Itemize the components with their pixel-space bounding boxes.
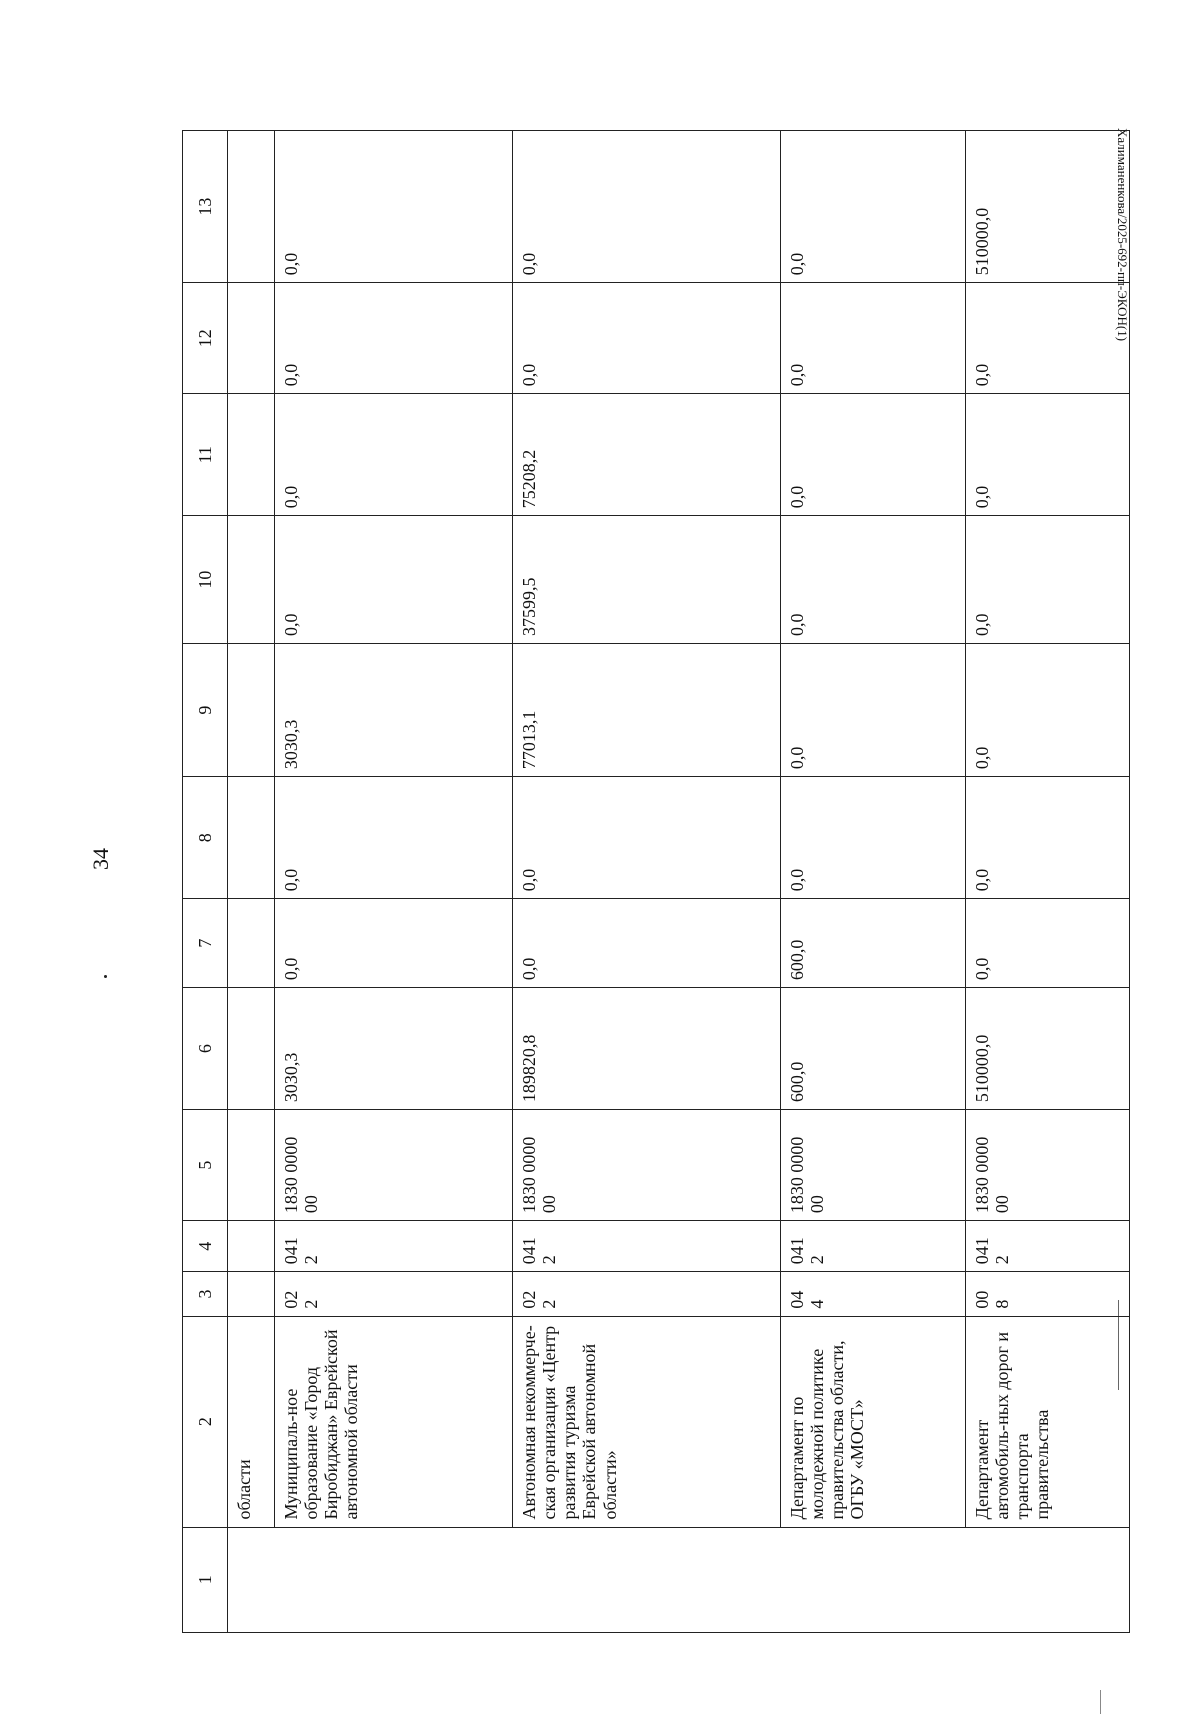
- table-cell-value: 0,0: [966, 777, 1130, 899]
- table-cell: [228, 988, 275, 1110]
- table-cell-value: 0,0: [781, 643, 966, 776]
- table-cell-csr: 1830 0000 00: [781, 1110, 966, 1221]
- table-cell-executor: Автономная некоммерче-ская организация «Центр развития туризма Еврейской автономной области»: [513, 1316, 781, 1527]
- table-row: [275, 131, 513, 1633]
- table-cell-total: 189820,8: [513, 988, 781, 1110]
- table-cell-csr: 1830 0000 00: [275, 1110, 513, 1221]
- table-cell-value: 600,0: [781, 899, 966, 988]
- table-cell: [228, 777, 275, 899]
- scan-dot: [104, 975, 107, 978]
- table-cell-grbs: 02 2: [275, 1272, 513, 1316]
- table-cell-value: 0,0: [275, 899, 513, 988]
- table-cell-value: 0,0: [513, 899, 781, 988]
- table-cell: [228, 131, 275, 283]
- header-cell: 1: [183, 1527, 228, 1632]
- table-cell-value: 0,0: [966, 643, 1130, 776]
- table-cell-value: 0,0: [966, 283, 1130, 394]
- table-cell: [228, 516, 275, 644]
- table-cell-value: 510000,0: [966, 131, 1130, 283]
- table-cell-value: 0,0: [781, 777, 966, 899]
- header-cell: 13: [183, 131, 228, 283]
- table-cell-grbs: 04 4: [781, 1272, 966, 1316]
- table-cell-total: 510000,0: [966, 988, 1130, 1110]
- header-cell: 3: [183, 1272, 228, 1316]
- table-cell-value: 0,0: [275, 516, 513, 644]
- table-cell-value: 0,0: [275, 283, 513, 394]
- table-cell-value: 0,0: [966, 899, 1130, 988]
- table-cell-value: 0,0: [275, 777, 513, 899]
- table-cell-value: 0,0: [781, 394, 966, 516]
- continuation-row: [228, 131, 275, 1633]
- header-cell: 6: [183, 988, 228, 1110]
- header-cell: 11: [183, 394, 228, 516]
- table-cell-rzpr: 041 2: [966, 1221, 1130, 1272]
- table-cell-value: 0,0: [781, 516, 966, 644]
- table-cell: [228, 1272, 275, 1316]
- header-cell: 4: [183, 1221, 228, 1272]
- table-cell-csr: 1830 0000 00: [966, 1110, 1130, 1221]
- document-footer-id: Халиманенкова/2025-692-пп-ЭКОН(1): [1115, 128, 1130, 342]
- table-cell-value: 0,0: [966, 516, 1130, 644]
- table-cell-value: 0,0: [966, 394, 1130, 516]
- table-cell-value: 0,0: [781, 131, 966, 283]
- table-cell-value: 0,0: [513, 777, 781, 899]
- budget-table: [182, 130, 1130, 1633]
- table-cell-grbs: 02 2: [513, 1272, 781, 1316]
- header-cell: 10: [183, 516, 228, 644]
- header-cell: 8: [183, 777, 228, 899]
- table-cell-value: 0,0: [513, 283, 781, 394]
- table-cell: [228, 283, 275, 394]
- table-cell-value: 37599,5: [513, 516, 781, 644]
- table-cell-total: 3030,3: [275, 988, 513, 1110]
- table-cell-value: 77013,1: [513, 643, 781, 776]
- header-cell: 9: [183, 643, 228, 776]
- table-cell-value: 3030,3: [275, 643, 513, 776]
- page-number: 34: [88, 848, 113, 870]
- table-row: [966, 131, 1130, 1633]
- table-cell-total: 600,0: [781, 988, 966, 1110]
- table-cell: [228, 1221, 275, 1272]
- table-cell: [228, 1110, 275, 1221]
- header-cell: 2: [183, 1316, 228, 1527]
- table-cell: [228, 643, 275, 776]
- margin-mark: [1100, 1690, 1101, 1714]
- header-cell: 12: [183, 283, 228, 394]
- table-cell: [228, 394, 275, 516]
- table-cell-rzpr: 041 2: [275, 1221, 513, 1272]
- table-cell-executor: Департамент по молодежной политике правительства области, ОГБУ «МОСТ»: [781, 1316, 966, 1527]
- table-cell-value: 0,0: [275, 131, 513, 283]
- table-row: [513, 131, 781, 1633]
- table-row: [781, 131, 966, 1633]
- table-cell-executor: области: [228, 1316, 275, 1527]
- table-cell-executor: Департамент автомобиль-ных дорог и транспорта правительства: [966, 1316, 1130, 1527]
- header-cell: 5: [183, 1110, 228, 1221]
- budget-table-rotated: [182, 130, 1130, 1633]
- table-cell: [228, 899, 275, 988]
- header-row: [183, 131, 228, 1633]
- table-cell-rzpr: 041 2: [513, 1221, 781, 1272]
- table-cell-executor: Муниципаль-ное образование «Город Биробиджан» Еврейской автономной области: [275, 1316, 513, 1527]
- table-cell-col1: [228, 1527, 1130, 1632]
- table-cell-value: 75208,2: [513, 394, 781, 516]
- table-cell-csr: 1830 0000 00: [513, 1110, 781, 1221]
- table-cell-value: 0,0: [275, 394, 513, 516]
- table-cell-rzpr: 041 2: [781, 1221, 966, 1272]
- table-cell-value: 0,0: [513, 131, 781, 283]
- header-cell: 7: [183, 899, 228, 988]
- table-cell-value: 0,0: [781, 283, 966, 394]
- table-cell-grbs: 00 8: [966, 1272, 1130, 1316]
